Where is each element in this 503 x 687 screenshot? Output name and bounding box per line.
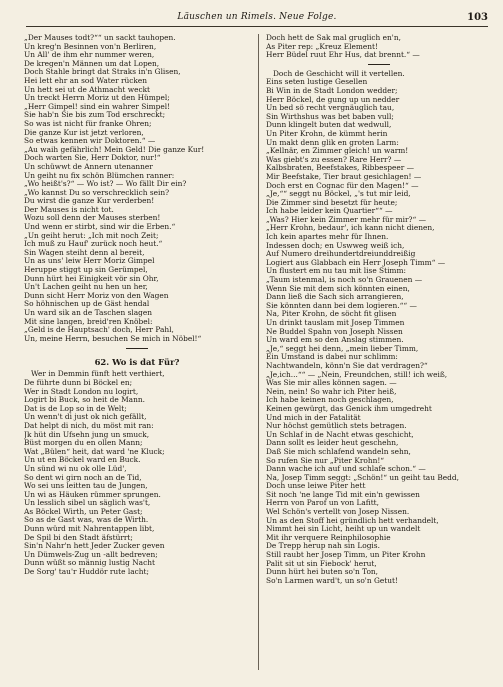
- text-line: De führte dunn bi Böckel en;: [24, 377, 133, 387]
- text-line: Keinen gewürgt, das Genick ihm umgedreht: [266, 403, 432, 413]
- text-line: So etwas kennen wir Doktoren.“ —: [24, 136, 156, 146]
- text-line: Daß Sie mich schlafend wandeln sehn,: [266, 446, 411, 456]
- text-line: „Je,“ seggt hei denn, „mein lieber Timm,: [266, 343, 419, 353]
- poem-continuation: [24, 34, 250, 343]
- left-column: [24, 34, 250, 674]
- text-line: Wozu soll denn der Mauses sterben!: [24, 213, 161, 223]
- text-line: Logirt bi Buck, so heit de Mann.: [24, 395, 145, 405]
- text-line: Dunn klingelt buten dat wedwull,: [266, 120, 392, 130]
- text-line: Na, Piter Krohn, de söcht fit glisen: [266, 309, 397, 319]
- text-line: Ich kein apartes mehr für Ihnen.: [266, 232, 389, 242]
- text-line: Ne Buddel Spahn von Joseph Nissen: [266, 326, 403, 336]
- text-line: „Wo heißt's?“ — Wo ist? — Wo fällt Dir ein?: [24, 179, 187, 189]
- column-rule: [258, 34, 259, 670]
- text-line: Dunn würd mit Nahrentappen libt,: [24, 524, 155, 534]
- text-line: Dann wache ich auf und schlafe schon.“ —: [266, 464, 426, 474]
- text-line: Un ut en Böckel ward en Buck.: [24, 455, 141, 465]
- text-line: Dat helpt di nich, du möst mit ran:: [24, 420, 154, 430]
- text-line: Doch erst en Cognac für den Magen!“ —: [266, 180, 419, 190]
- text-line: Dunn hürt hei Einigkeit vör sin Ohr,: [24, 273, 159, 283]
- text-line: Dat is de Lop so in de Welt;: [24, 403, 127, 413]
- text-line: Die Zimmer sind besetzt für heute;: [266, 197, 398, 207]
- text-line: Ich habe keinen noch geschlagen,: [266, 395, 394, 405]
- text-line: Doch de Geschicht will it vertellen.: [273, 68, 405, 78]
- text-line: Un Dümwels-Zug un -allt bedreven;: [24, 549, 158, 559]
- section-divider: [24, 343, 250, 353]
- text-line: De Sorg' tau'r Huddör rute lacht;: [24, 567, 149, 577]
- text-line: Heruppe stiggt up sin Gerümpel,: [24, 265, 148, 275]
- text-line: „Geld is de Hauptsach' doch, Herr Pahl,: [24, 325, 174, 335]
- text-line: Dunn hürt hei buten so'n Ton,: [266, 567, 379, 577]
- text-line: Un makt denn glik en groten Larm:: [266, 137, 399, 147]
- right-column: [266, 34, 492, 674]
- text-line: Mit ihr verquere Reinphilosophie: [266, 532, 391, 542]
- text-line: Sie hab'n Sie bis zum Tod erschreckt;: [24, 110, 166, 120]
- text-line: Wat „Bülen“ heit, dat ward 'ne Kluck;: [24, 446, 165, 456]
- text-line: De kregen'n Männen um dat Lopen,: [24, 58, 160, 68]
- text-line: Un ward sik an de Taschen slagen: [24, 308, 153, 317]
- text-line: Un wi as Häuken rümmer sprungen.: [24, 489, 161, 499]
- text-line: Un as uns' leiw Herr Moriz Gimpel: [24, 256, 155, 266]
- text-line: Ich muß zu Hauf' zurück noch heut.“: [24, 239, 163, 249]
- text-line: Wer in Stadt London nu logirt,: [24, 386, 139, 396]
- text-line: Un kreg'n Besinnen von'n Berliren,: [24, 41, 157, 51]
- text-line: „Wo kannst Du so verschrecklich sein?: [24, 187, 170, 197]
- text-line: Herr Böckel, de gung up un nedder: [266, 94, 400, 104]
- text-line: As Piter rep: „Kreuz Element!: [266, 41, 378, 51]
- text-line: Kalbsbraten, Beefstakes, Ribbespeer —: [266, 163, 415, 173]
- text-line: Hei lett ehr an sod Water rücken: [24, 75, 148, 85]
- text-line: „Je,““ seggt nu Böckel, „'s tut mir leid,: [266, 189, 411, 199]
- text-line: Nein, nein! So wahr ich Piter heiß,: [266, 386, 397, 396]
- text-line: „Je,ich...““ — „Nein, Freundchen, still! ich weiß,: [266, 369, 448, 379]
- text-line: Un Piter Krohn, de kümmt herin: [266, 128, 388, 138]
- text-line: Auf Numero dreihundertdreiunddreißig: [266, 249, 416, 259]
- text-line: Ein Umstand is dabei nur schlimm:: [266, 352, 398, 362]
- running-title: Läuschen un Rimels. Neue Folge.: [177, 12, 337, 22]
- text-line: Un't Lachen geiht nu hen un her,: [24, 282, 148, 292]
- page-header: [26, 12, 488, 27]
- text-line: So was ist nicht für franke Ohren;: [24, 118, 152, 128]
- page-number: 103: [467, 12, 488, 23]
- text-line: Und wenn er stirbt, sind wir die Erben.“: [24, 222, 176, 232]
- text-line: Un flustert em nu tau mit lise Stimm:: [266, 266, 406, 276]
- text-line: Sin'n Nahr'n hett Jeder Zucker geven: [24, 541, 165, 551]
- text-line: Still raubt her Josep Timm, un Piter Krohn: [266, 550, 426, 560]
- text-line: „Au waih gefährlich! Mein Geld! Die ganze Kur!: [24, 144, 205, 154]
- text-line: Logiert aus Glabbach ein Herr Joseph Timm“ —: [266, 257, 446, 267]
- text-line: Un, meine Herrn, besuchen Se mich in Nöbel!“: [24, 333, 202, 343]
- text-line: „Der Mauses todt?““ un sackt tauhopen.: [24, 34, 176, 42]
- text-line: Was giebt's zu essen? Rare Herr? —: [266, 154, 402, 164]
- text-line: Dunn sicht Herr Moriz von den Wagen: [24, 290, 169, 300]
- text-line: Sin Wirthshus was bet baben vull;: [266, 111, 394, 121]
- text-line: Was Sie mir alles können sagen. —: [266, 378, 397, 388]
- text-line: „Was? Hier kein Zimmer mehr für mir?“ —: [266, 214, 426, 224]
- text-line: Un geiht nu fix schön Blümchen ranner:: [24, 170, 175, 180]
- text-line: Sit noch 'ne lange Tid mit ein'n gewissen: [266, 489, 420, 499]
- text-line: Nur höchst gemütlich stets betragen.: [266, 421, 407, 431]
- text-line: Eins seten lustige Gesellen: [266, 77, 368, 87]
- text-line: Nachtwandeln, könn'n Sie dat verdragen?“: [266, 360, 428, 370]
- text-line: Un drinkt tauslam mit Josep Timmen: [266, 318, 405, 327]
- text-line: Palit sit ut sin Fiebock' herut,: [266, 558, 377, 568]
- text-line: „Kellnär, en Zimmer gleich! un warm!: [266, 146, 409, 156]
- text-line: As Böckel Wirth, un Peter Gast;: [24, 506, 143, 516]
- text-line: Un as den Stoff hei gründlich hett verhandelt,: [266, 515, 439, 525]
- text-line: So dent wi girn noch an de Tid,: [24, 472, 142, 482]
- text-line: Dann ließ die Sach sich arrangieren,: [266, 292, 404, 302]
- text-line: Doch warten Sie, Herr Doktor, nur!“: [24, 153, 161, 163]
- text-line: Un ward em so den Anslag stimmen.: [266, 335, 404, 345]
- text-line: Wel Schön's vertellt von Josep Nissen.: [266, 507, 410, 517]
- text-line: Doch Stahle bringt dat Straks in'n Glisen,: [24, 67, 181, 77]
- text-line: Mir Beefstake, Tier braut gesichlagen! —: [266, 171, 422, 181]
- section-title: 62. Wo is dat Für?: [94, 357, 180, 368]
- text-line: „Un geiht herut: „Ich mit noch Zeit;: [24, 230, 159, 240]
- text-line: Die ganze Kur ist jetzt verloren,: [24, 127, 144, 137]
- text-line: Dunn wüßt so männig lustig Nacht: [24, 558, 155, 568]
- text-line: So höhnischen up de Gäst hendal: [24, 299, 150, 309]
- text-line: Dann sollt es leider heut geschehn,: [266, 438, 399, 448]
- text-line: Wer in Demmin fünft hett verthiert,: [31, 369, 165, 379]
- text-line: Doch unse leiwe Piter hett: [266, 481, 366, 491]
- text-line: „Herr Krohn, bedaur', ich kann nicht dienen,: [266, 223, 435, 233]
- poem-text-story: [266, 70, 492, 586]
- text-line: Un schüwwt de Annern utenanner: [24, 161, 153, 171]
- text-line: Sie könnten dann bei dem logieren.““ —: [266, 300, 417, 310]
- text-line: Du wirst die ganze Kur verderben!: [24, 196, 155, 206]
- text-line: Bi Win in de Stadt London wedder;: [266, 85, 398, 95]
- text-line: Mit sine langen, breid'ren Knöbel:: [24, 316, 153, 326]
- text-line: Herrn von Parof un von Lafitt,: [266, 498, 379, 508]
- text-line: Un hett sei ut de Athmacht weckt: [24, 84, 151, 94]
- text-line: Sin Wagen steiht denn al bereit,: [24, 247, 145, 257]
- text-line: So as de Gast was, was de Wirth.: [24, 515, 149, 525]
- text-line: So'n Larmen ward't, un so'n Getut!: [266, 575, 398, 585]
- text-line: „Herr Gimpel! sind ein wahrer Simpel!: [24, 101, 171, 111]
- text-line: Nimmt hei sin Licht, heiht up un wandelt: [266, 524, 421, 534]
- text-line: De Spil bi den Stadt äfstürrt;: [24, 532, 133, 542]
- text-line: Un All' de ihm ehr nummer weren,: [24, 50, 155, 60]
- text-line: Wenn Sie mit dem sich könnten einen,: [266, 283, 410, 293]
- text-line: Jk hüt din Ufsehn jung un smuck,: [24, 429, 150, 439]
- poem-text: [24, 370, 250, 576]
- text-line: Und mich in der Fatalität: [266, 412, 361, 422]
- text-line: Un sünd wi nu ok olle Lüd',: [24, 463, 127, 473]
- text-line: So rufen Sie nur „Piter Krohn!“: [266, 455, 385, 465]
- text-line: Büst morgen du en ollen Mann;: [24, 438, 143, 448]
- text-line: Wo sei uns leitten tau de Jungen,: [24, 481, 148, 491]
- text-line: Ich habe leider kein Quartier““ —: [266, 206, 393, 216]
- text-line: Un treckt Herrn Moriz ut den Hümpel;: [24, 93, 170, 103]
- text-line: Doch hett de Sak mal gruglich en'n,: [266, 34, 401, 42]
- text-line: Un Schlaf in de Nacht etwas geschicht,: [266, 429, 414, 439]
- text-line: „Taum istenmal, is noch so'n Grauenen —: [266, 275, 423, 285]
- text-line: Na, Josep Timm seggt: „Schön!“ un geiht tau Bedd,: [266, 472, 459, 482]
- text-line: Un bed sö recht vergnäuglich tau,: [266, 103, 395, 113]
- text-line: De Trepp herup nah sin Logis.: [266, 541, 380, 551]
- text-line: Der Mauses is nicht tot.: [24, 204, 114, 214]
- text-line: Un wenn't di just ok nich gefällt,: [24, 412, 147, 422]
- poem-text-continued: [266, 34, 492, 60]
- text-line: Herr Büdel ruut Ehr Hus, dat brennt.“ —: [266, 50, 420, 60]
- text-line: Indessen doch; en Uswweg weiß ich,: [266, 240, 405, 250]
- text-line: Un lesslich sibel un säglich was't,: [24, 498, 151, 508]
